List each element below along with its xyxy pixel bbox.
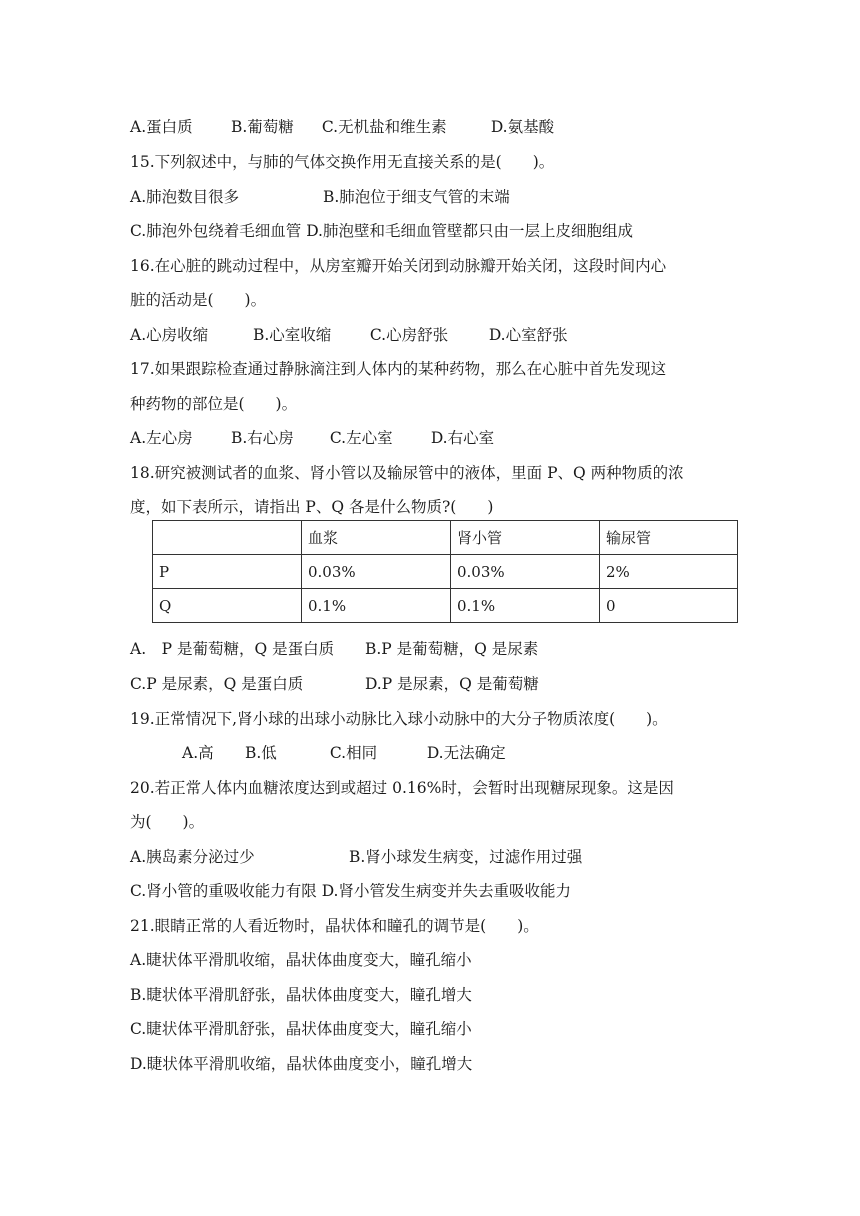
q18-options-row1: [130, 639, 538, 659]
q19-stem: 19.正常情况下,肾小球的出球小动脉比入球小动脉中的大分子物质浓度( )。: [130, 710, 668, 728]
q17-option-b: B.右心房: [230, 429, 294, 447]
table-header-cell: [153, 521, 302, 555]
table-header-cell: 肾小管: [451, 521, 600, 555]
q19-option-c: C.相同: [329, 744, 378, 762]
q20-option-d: D.肾小管发生病变并失去重吸收能力: [321, 882, 571, 900]
table-row: [153, 589, 738, 623]
q16-stem-line2: 脏的活动是( )。: [130, 291, 267, 309]
q17-option-c: C.左心室: [329, 429, 393, 447]
q21-stem: 21.眼睛正常的人看近物时，晶状体和瞳孔的调节是( )。: [130, 917, 539, 935]
q15-options-row2: [130, 221, 633, 241]
q16-options: [130, 325, 568, 345]
q15-stem: 15.下列叙述中，与肺的气体交换作用无直接关系的是( )。: [130, 153, 555, 171]
q20-stem-line1: 20.若正常人体内血糖浓度达到或超过 0.16%时，会暂时出现糖尿现象。这是因: [130, 779, 674, 797]
q20-options-row1: [130, 847, 582, 867]
q18-options-row2: [130, 674, 539, 694]
table-cell: 0.1%: [302, 589, 451, 623]
q15-option-b: B.肺泡位于细支气管的末端: [322, 188, 510, 206]
q14-option-b: B.葡萄糖: [230, 118, 294, 136]
q17-options: [130, 428, 494, 448]
q18-option-c: C.P 是尿素，Q 是蛋白质: [130, 675, 304, 693]
table-cell: 0.03%: [451, 555, 600, 589]
q21-option-a: A.睫状体平滑肌收缩，晶状体曲度变大，瞳孔缩小: [130, 951, 472, 969]
q21-option-b: B.睫状体平滑肌舒张，晶状体曲度变大，瞳孔增大: [130, 986, 472, 1004]
q18-option-d: D.P 是尿素，Q 是葡萄糖: [364, 675, 539, 693]
concentration-table: [152, 520, 738, 623]
q16-stem-line1: 16.在心脏的跳动过程中，从房室瓣开始关闭到动脉瓣开始关闭，这段时间内心: [130, 257, 667, 275]
q17-option-a: A.左心房: [130, 429, 193, 447]
table-cell: 0.1%: [451, 589, 600, 623]
table-header-cell: 血浆: [302, 521, 451, 555]
table-cell: 0: [600, 589, 738, 623]
q20-option-a: A.胰岛素分泌过少: [130, 848, 255, 866]
q21-option-c: C.睫状体平滑肌舒张，晶状体曲度变大，瞳孔缩小: [130, 1020, 472, 1038]
table-cell: P: [153, 555, 302, 589]
q19-option-d: D.无法确定: [426, 744, 506, 762]
q18-stem-line2: 度，如下表所示，请指出 P、Q 各是什么物质?( ): [130, 498, 494, 516]
q19-option-a: A.高: [182, 744, 214, 762]
table-cell: Q: [153, 589, 302, 623]
q17-option-d: D.右心室: [430, 429, 495, 447]
q18-stem-line1: 18.研究被测试者的血浆、肾小管以及输尿管中的液体，里面 P、Q 两种物质的浓: [130, 464, 684, 482]
q17-stem-line1: 17.如果跟踪检查通过静脉滴注到人体内的某种药物，那么在心脏中首先发现这: [130, 360, 667, 378]
q21-option-d: D.睫状体平滑肌收缩，晶状体曲度变小，瞳孔增大: [130, 1055, 473, 1073]
q14-option-a: A.蛋白质: [130, 118, 193, 136]
q14-option-d: D.氨基酸: [490, 118, 555, 136]
q15-option-c: C.肺泡外包绕着毛细血管: [130, 222, 302, 240]
table-row: [153, 555, 738, 589]
q15-option-d: D.肺泡壁和毛细血管壁都只由一层上皮细胞组成: [306, 222, 633, 240]
q16-option-b: B.心室收缩: [252, 326, 332, 344]
q15-options-row1: [130, 187, 510, 207]
table-header-row: [153, 521, 738, 555]
q16-option-c: C.心房舒张: [369, 326, 449, 344]
q14-options: [130, 117, 554, 137]
q19-option-b: B.低: [244, 744, 277, 762]
q17-stem-line2: 种药物的部位是( )。: [130, 395, 298, 413]
q20-option-b: B.肾小球发生病变，过滤作用过强: [348, 848, 583, 866]
table-cell: 0.03%: [302, 555, 451, 589]
q19-options: [182, 743, 506, 763]
table-cell: 2%: [600, 555, 738, 589]
q16-option-a: A.心房收缩: [130, 326, 209, 344]
q20-stem-line2: 为( )。: [130, 813, 205, 831]
q16-option-d: D.心室舒张: [488, 326, 568, 344]
table-header-cell: 输尿管: [600, 521, 738, 555]
q14-option-c: C.无机盐和维生素: [321, 118, 447, 136]
q18-option-a: A. P 是葡萄糖，Q 是蛋白质: [130, 640, 335, 658]
q20-options-row2: [130, 881, 571, 901]
q15-option-a: A.肺泡数目很多: [130, 188, 240, 206]
q18-option-b: B.P 是葡萄糖，Q 是尿素: [364, 640, 539, 658]
q20-option-c: C.肾小管的重吸收能力有限: [130, 882, 317, 900]
